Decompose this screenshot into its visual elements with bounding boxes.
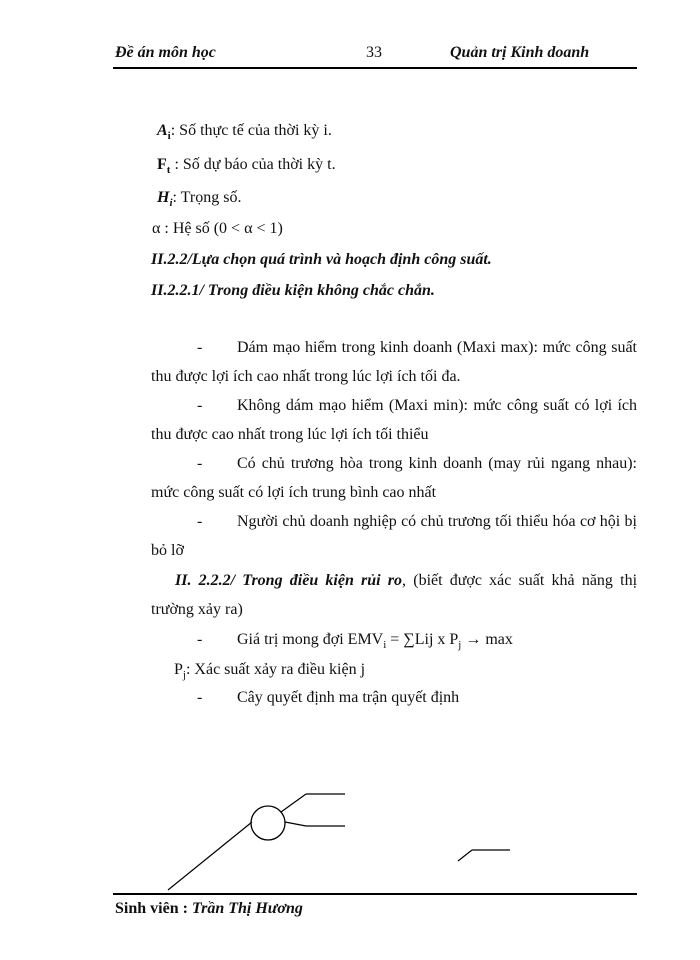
chance-node-circle xyxy=(251,806,285,840)
bullet-dash: - xyxy=(197,513,203,530)
definition-alpha: α : Hệ số (0 < α < 1) xyxy=(152,220,283,237)
bullet-regret-line1: Người chủ doanh nghiệp có chủ trương tối thiểu hóa cơ hội bị xyxy=(237,513,637,530)
definition-weight: $H_i$: Trọng số. xyxy=(157,189,242,210)
tree-branch-line xyxy=(458,850,472,861)
header-subject: Quản trị Kinh doanh xyxy=(450,44,590,61)
risk-paragraph-line1: II. 2.2.2/ Trong điều kiện rủi ro, (biết được xác suất khả năng thị xyxy=(175,572,638,589)
bullet-dash: - xyxy=(197,689,203,706)
bullet-maximax-line2: thu được lợi ích cao nhất trong lúc lợi ích tối đa. xyxy=(151,368,461,385)
emv-formula: Giá trị mong đợi $EMV_i = \sum Lij$ x $P_j \to \max$ xyxy=(237,631,513,652)
tree-branch-line xyxy=(281,794,306,812)
risk-paragraph-line2: trường xảy ra) xyxy=(151,601,243,618)
header-course-title: Đề án môn học xyxy=(115,44,216,61)
bullet-dash: - xyxy=(197,339,203,356)
decision-tree-bullet: Cây quyết định ma trận quyết định xyxy=(237,689,460,706)
tree-branch-line xyxy=(285,822,306,826)
bullet-average-line2: mức công suất có lợi ích trung bình cao nhất xyxy=(151,484,437,501)
bullet-dash: - xyxy=(197,397,203,414)
pj-definition: $P_j$: Xác suất xảy ra điều kiện j xyxy=(174,661,366,682)
page-number: 33 xyxy=(366,44,382,61)
footer-student: Sinh viên : Trần Thị Hương xyxy=(115,900,303,917)
bullet-maximax-line1: Dám mạo hiểm trong kinh doanh (Maxi max): mức công suất xyxy=(237,339,637,356)
bullet-maximin-line1: Không dám mạo hiểm (Maxi min): mức công suất có lợi ích xyxy=(237,397,637,414)
definition-actual: $A_i$: Số thực tế của thời kỳ i. xyxy=(157,122,332,143)
bullet-maximin-line2: thu được cao nhất trong lúc lợi ích tối thiểu xyxy=(151,426,429,443)
section-heading-2-2-1: II.2.2.1/ Trong điều kiện không chắc chắn. xyxy=(151,282,435,299)
tree-branch-line xyxy=(168,822,252,890)
bullet-average-line1: Có chủ trương hòa trong kinh doanh (may rủi ngang nhau): xyxy=(237,455,637,472)
bullet-dash: - xyxy=(197,455,203,472)
bullet-regret-line2: bỏ lỡ xyxy=(151,542,184,559)
definition-forecast: $F_t$ : Số dự báo của thời kỳ t. xyxy=(157,156,336,177)
footer-rule xyxy=(113,893,637,895)
bullet-dash: - xyxy=(197,631,203,648)
section-heading-2-2: II.2.2/Lựa chọn quá trình và hoạch định công suất. xyxy=(151,251,492,268)
